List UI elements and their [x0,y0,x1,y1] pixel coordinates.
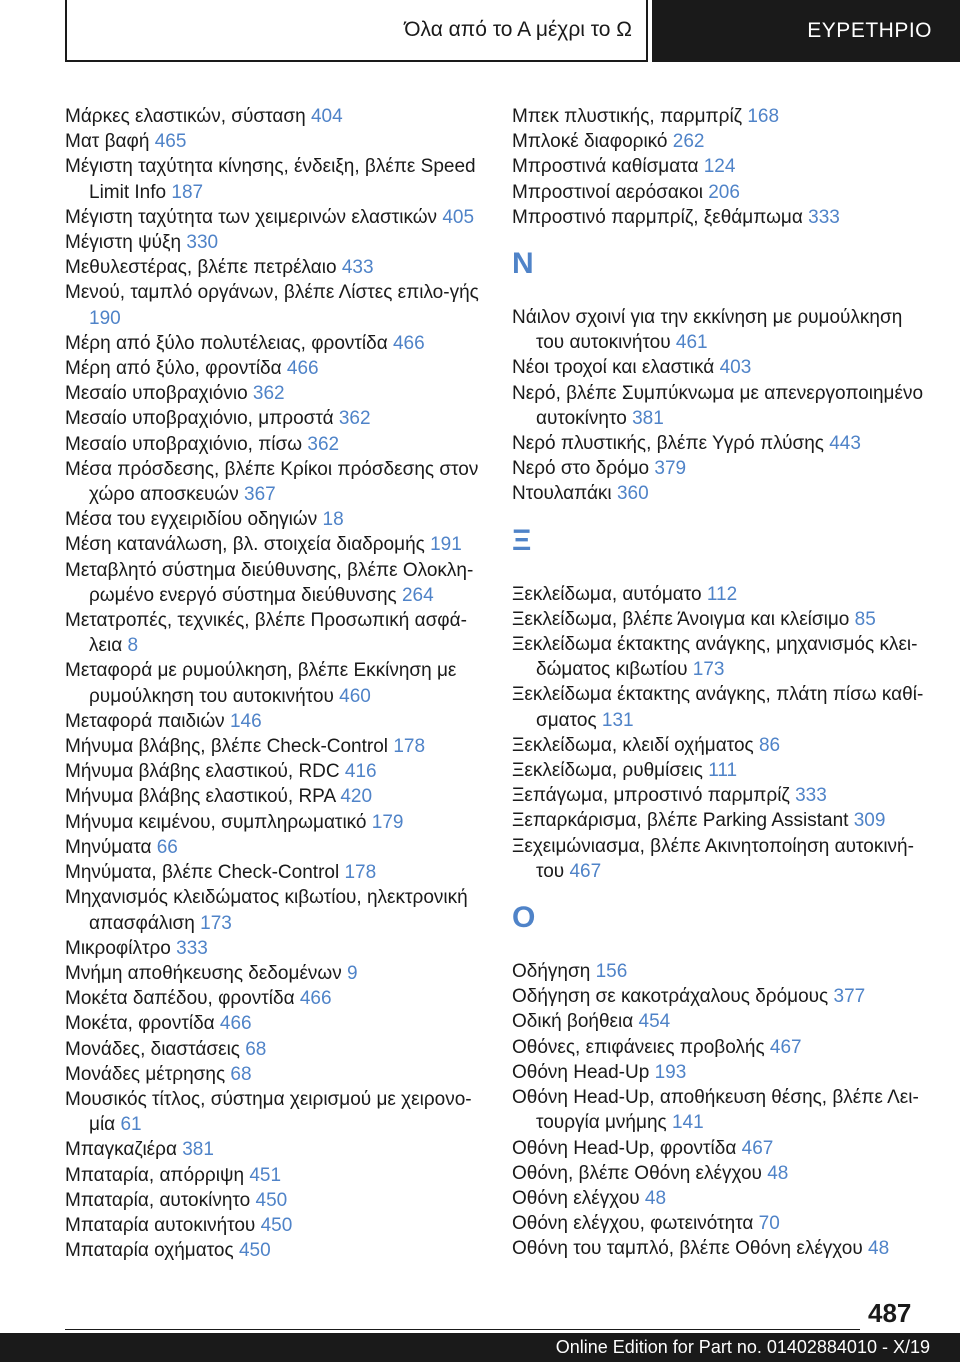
index-entry [65,1188,485,1213]
entry-term: Μεσαίο υποβραχιόνιο, πίσω [65,433,308,455]
entry-term: Μέρη από ξύλο πολυτέλειας, φροντίδα [65,332,393,354]
index-entry [65,810,485,835]
page-reference-link[interactable]: 333 [176,937,208,959]
page-reference-link[interactable]: 178 [393,736,426,758]
entry-term: Μπαταρία, αυτοκίνητο [65,1189,256,1211]
index-entry [512,205,932,230]
entry-term: Μπεκ πλυστικής, παρμπρίζ [512,106,748,127]
index-entry [512,682,932,732]
page-reference-link[interactable]: 264 [401,584,434,606]
page-reference-link[interactable]: 190 [89,307,121,329]
index-entry [512,481,932,506]
page-header [65,0,960,66]
index-entry [512,1136,932,1161]
entry-term: Μέγιστη ψύξη [65,232,187,254]
entry-term: Μέσα του εγχειριδίου οδηγιών [65,509,323,531]
page-reference-link[interactable]: 9 [347,962,358,984]
page-reference-link[interactable]: 68 [245,1038,267,1060]
index-entry [512,1035,932,1060]
entry-term: Οθόνη Head-Up [512,1061,655,1083]
index-entry [65,457,485,507]
page-reference-link[interactable]: 48 [868,1238,890,1260]
page-reference-link[interactable]: 404 [310,106,343,127]
index-entry [512,834,932,884]
index-entry [65,936,485,961]
page-reference-link[interactable]: 262 [672,131,705,153]
entry-term: Ξεκλείδωμα, κλειδί οχήματος [512,734,759,756]
page-reference-link[interactable]: 467 [769,1036,802,1058]
index-entry [512,607,932,632]
page-reference-link[interactable]: 85 [854,608,876,630]
page-reference-link[interactable]: 466 [219,1013,252,1035]
index-entry [512,1186,932,1211]
entry-term: Μενού, ταμπλό οργάνων, βλέπε Λίστες επιλο-γής [65,282,479,304]
entry-term: Μήνυμα βλάβης ελαστικού, RPA [65,786,341,808]
index-entry [65,432,485,457]
entry-term: Οθόνη Head-Up, φροντίδα [512,1137,742,1159]
entry-term: Ξεκλείδωμα, βλέπε Άνοιγμα και κλείσιμο [512,608,855,630]
index-entry [512,1009,932,1034]
page-reference-link[interactable]: 173 [692,659,725,681]
page-reference-link[interactable]: 450 [255,1189,288,1211]
entry-term: Μπαγκαζιέρα [65,1139,183,1161]
entry-term: Μήνυμα βλάβης, βλέπε Check-Control [65,736,394,758]
index-entry [512,305,932,355]
page-reference-link[interactable]: 450 [238,1240,271,1262]
footer-divider [65,1329,860,1330]
page-reference-link[interactable]: 111 [708,760,738,782]
index-entry [512,632,932,682]
index-entry [512,381,932,431]
page-reference-link[interactable]: 178 [344,862,377,884]
page-reference-link[interactable]: 403 [719,357,752,379]
page-reference-link[interactable]: 362 [338,408,371,430]
page-reference-link[interactable]: 381 [632,407,664,429]
entry-term: Μπαταρία αυτοκινήτου [65,1214,261,1236]
index-entry [512,154,932,179]
page-reference-link[interactable]: 454 [638,1011,671,1033]
page-reference-link[interactable]: 443 [829,433,861,455]
index-entry [65,507,485,532]
entry-term: Οθόνη του ταμπλό, βλέπε Οθόνη ελέγχου [512,1238,868,1260]
index-entry [65,406,485,431]
index-entry [65,356,485,381]
entry-term: Μονάδες μέτρησης [65,1063,231,1085]
entry-term: Μέσα πρόσδεσης, βλέπε Κρίκοι πρόσδεσης στον χώρο αποσκευών [65,458,479,506]
index-entry [512,180,932,205]
index-entry [65,205,485,230]
entry-term: Ξεκλείδωμα έκτακτης ανάγκης, μηχανισμός κλει-δώματος κιβωτίου [512,634,918,681]
index-entry [65,835,485,860]
entry-term: Οδική βοήθεια [512,1011,639,1033]
entry-term: Νερό, βλέπε Συμπύκνωμα με απενεργοποιημένο αυτοκίνητο [512,382,924,429]
entry-term: Μικροφίλτρο [65,937,177,959]
page-reference-link[interactable]: 179 [371,811,404,833]
page-reference-link[interactable]: 309 [853,810,886,832]
index-entry [512,1085,932,1135]
entry-term: Μοκέτα δαπέδου, φροντίδα [65,988,300,1010]
index-entry [512,129,932,154]
entry-term: Ξεκλείδωμα έκτακτης ανάγκης, πλάτη πίσω καθί-σματος [512,684,924,731]
index-entry [65,1163,485,1188]
index-entry [65,608,485,658]
entry-term: Μονάδες, διαστάσεις [65,1038,246,1060]
entry-term: Μεταφορά παιδιών [65,710,230,732]
page-reference-link[interactable]: 466 [286,358,319,380]
page-reference-link[interactable]: 68 [230,1063,252,1085]
entry-term: Ξεκλείδωμα, αυτόματο [512,583,707,605]
index-entry [512,783,932,808]
page-reference-link[interactable]: 61 [120,1114,142,1136]
page-reference-link[interactable]: 131 [601,709,634,731]
index-entry [65,331,485,356]
page-reference-link[interactable]: 48 [644,1187,667,1209]
index-entry [65,734,485,759]
page-reference-link[interactable]: 466 [392,332,425,354]
page-reference-link[interactable]: 467 [569,860,602,882]
entry-term: Μουσικός τίτλος, σύστημα χειρισμού με χειρονο-μία [65,1088,472,1136]
page-reference-link[interactable]: 48 [767,1162,789,1184]
page-reference-link[interactable]: 146 [229,710,262,732]
page-reference-link[interactable]: 362 [307,433,340,455]
page-reference-link[interactable]: 206 [708,181,740,203]
index-entry [65,961,485,986]
page-reference-link[interactable]: 461 [675,332,708,354]
index-entry [512,431,932,456]
page-reference-link[interactable]: 433 [341,257,374,279]
index-entry [65,1037,485,1062]
index-entry [65,986,485,1011]
entry-term: Μεθυλεστέρας, βλέπε πετρέλαιο [65,257,342,279]
alphabetical-tab[interactable]: Όλα από το Α μέχρι το Ω [65,0,648,62]
index-entry [65,1011,485,1036]
page-reference-link[interactable]: 451 [249,1164,282,1186]
entry-term: Νέοι τροχοί και ελαστικά [512,357,720,379]
section-letter: Ο [512,901,536,935]
entry-term: Οθόνη ελέγχου [512,1187,645,1209]
index-entry [512,104,932,129]
section-letter: Ν [512,247,534,281]
entry-term: Μπροστινοί αερόσακοι [512,181,709,203]
entry-term: Μήνυμα βλάβης ελαστικού, RDC [65,761,345,783]
index-entry [512,733,932,758]
entry-term: Οθόνη Head-Up, αποθήκευση θέσης, βλέπε Λει-τουργία μνήμης [512,1087,919,1134]
page-reference-link[interactable]: 333 [795,785,827,807]
entry-term: Μηχανισμός κλειδώματος κιβωτίου, ηλεκτρονική απασφάλιση [65,887,468,934]
index-entry [65,154,485,204]
section-letter: Ξ [512,523,532,557]
entry-term: Μοκέτα, φροντίδα [65,1013,220,1035]
index-entry [512,582,932,607]
index-entry [512,456,932,481]
index-column-left [65,104,485,1263]
page-reference-link[interactable]: 330 [186,232,219,254]
page-reference-link[interactable]: 18 [322,509,344,531]
index-entry [65,1087,485,1137]
index-entry [65,759,485,784]
entry-term: Μεταβλητό σύστημα διεύθυνσης, βλέπε Ολοκλη-ρωμένο ενεργό σύστημα διεύθυνσης [65,559,474,606]
page-reference-link[interactable]: 112 [706,583,738,605]
index-entry [65,381,485,406]
page-reference-link[interactable]: 360 [616,483,649,505]
index-entry [512,1211,932,1236]
entry-term: Ξεπαρκάρισμα, βλέπε Parking Assistant [512,810,854,832]
page-reference-link[interactable]: 191 [430,534,462,556]
entry-term: Μέρη από ξύλο, φροντίδα [65,358,287,380]
entry-term: Νάιλον σχοινί για την εκκίνηση με ρυμούλκηση του αυτοκινήτου [512,307,903,354]
index-entry [65,1062,485,1087]
entry-term: Μετατροπές, τεχνικές, βλέπε Προσωπική ασφά-λεια [65,610,467,657]
page-reference-link[interactable]: 8 [127,635,139,657]
page-reference-link[interactable]: 467 [741,1137,774,1159]
index-entry [512,1161,932,1186]
entry-term: Νερό πλυστικής, βλέπε Υγρό πλύσης [512,433,830,455]
page-reference-link[interactable]: 173 [200,912,232,934]
page-reference-link[interactable]: 333 [808,206,840,228]
index-entry [65,1213,485,1238]
page-reference-link[interactable]: 420 [340,786,373,808]
footer-edition-text: Online Edition for Part no. 01402884010 - X/19 [555,1337,930,1357]
page-reference-link[interactable]: 416 [344,761,377,783]
index-entry [65,280,485,330]
index-entry [65,1137,485,1162]
page-reference-link[interactable]: 168 [747,106,780,127]
entry-term: Ξεκλείδωμα, ρυθμίσεις [512,760,709,782]
entry-term: Μνήμη αποθήκευσης δεδομένων [65,962,348,984]
index-entry [65,104,485,129]
page-reference-link[interactable]: 377 [833,986,866,1008]
index-entry [65,230,485,255]
index-entry [65,558,485,608]
index-entry [65,129,485,154]
entry-term: Μέγιστη ταχύτητα των χειμερινών ελαστικών [65,206,443,228]
page-reference-link[interactable]: 124 [703,156,736,178]
entry-term: Μπαταρία, απόρριψη [65,1164,250,1186]
index-entry [65,885,485,935]
index-entry [65,1238,485,1263]
index-tab[interactable]: ΕΥΡΕΤΗΡΙΟ [652,0,960,62]
entry-term: Οθόνες, επιφάνειες προβολής [512,1036,770,1058]
entry-term: Μεσαίο υποβραχιόνιο, μπροστά [65,408,339,430]
page-reference-link[interactable]: 465 [154,131,187,153]
entry-term: Μεταφορά με ρυμούλκηση, βλέπε Εκκίνηση με ρυμούλκηση του αυτοκινήτου [65,660,457,707]
entry-term: Μηνύματα, βλέπε Check-Control [65,862,345,884]
page-reference-link[interactable]: 381 [182,1139,214,1161]
page-reference-link[interactable]: 70 [758,1213,780,1235]
page-reference-link[interactable]: 141 [671,1112,704,1134]
entry-term: Οθόνη, βλέπε Οθόνη ελέγχου [512,1162,768,1184]
index-entry [512,808,932,833]
entry-term: Μπροστινά καθίσματα [512,156,704,178]
entry-term: Μπροστινό παρμπρίζ, ξεθάμπωμα [512,206,809,228]
page-reference-link[interactable]: 156 [595,961,628,983]
entry-term: Μπαταρία οχήματος [65,1240,239,1262]
page-reference-link[interactable]: 460 [339,685,371,707]
index-column-right [512,104,932,1262]
entry-term: Μεσαίο υποβραχιόνιο [65,383,253,405]
index-entry [512,959,932,984]
entry-term: Ματ βαφή [65,131,155,153]
page-reference-link[interactable]: 362 [252,383,285,405]
page-reference-link[interactable]: 367 [244,484,276,506]
entry-term: Ξεπάγωμα, μπροστινό παρμπρίζ [512,785,796,807]
page-reference-link[interactable]: 450 [260,1214,293,1236]
index-entry [65,709,485,734]
index-entry [65,784,485,809]
index-entry [512,1060,932,1085]
index-entry [65,255,485,280]
entry-term: Οδήγηση σε κακοτράχαλους δρόμους [512,986,834,1008]
entry-term: Μέγιστη ταχύτητα κίνησης, ένδειξη, βλέπε Speed Limit Info [65,156,476,203]
entry-term: Οθόνη ελέγχου, φωτεινότητα [512,1213,759,1235]
entry-term: Ντουλαπάκι [512,483,617,505]
page-reference-link[interactable]: 379 [654,458,687,480]
index-entry [65,860,485,885]
entry-term: Μάρκες ελαστικών, σύσταση [65,106,311,127]
index-entry [512,984,932,1009]
page-number: 487 [868,1298,912,1328]
page-reference-link[interactable]: 66 [156,836,178,858]
index-entry [512,758,932,783]
index-entry [65,658,485,708]
entry-term: Μπλοκέ διαφορικό [512,131,673,153]
entry-term: Μήνυμα κειμένου, συμπληρωματικό [65,811,372,833]
entry-term: Μηνύματα [65,836,157,858]
index-entry [65,532,485,557]
entry-term: Νερό στο δρόμο [512,458,655,480]
entry-term: Οδήγηση [512,961,596,983]
page-reference-link[interactable]: 86 [758,734,781,756]
page-reference-link[interactable]: 187 [171,181,204,203]
index-entry [512,355,932,380]
entry-term: Ξεχειμώνιασμα, βλέπε Ακινητοποίηση αυτοκινή-του [512,835,914,882]
page-reference-link[interactable]: 193 [654,1061,687,1083]
page-reference-link[interactable]: 405 [442,206,475,228]
page-reference-link[interactable]: 466 [299,988,332,1010]
entry-term: Μέση κατανάλωση, βλ. στοιχεία διαδρομής [65,534,431,556]
index-entry [512,1236,932,1261]
